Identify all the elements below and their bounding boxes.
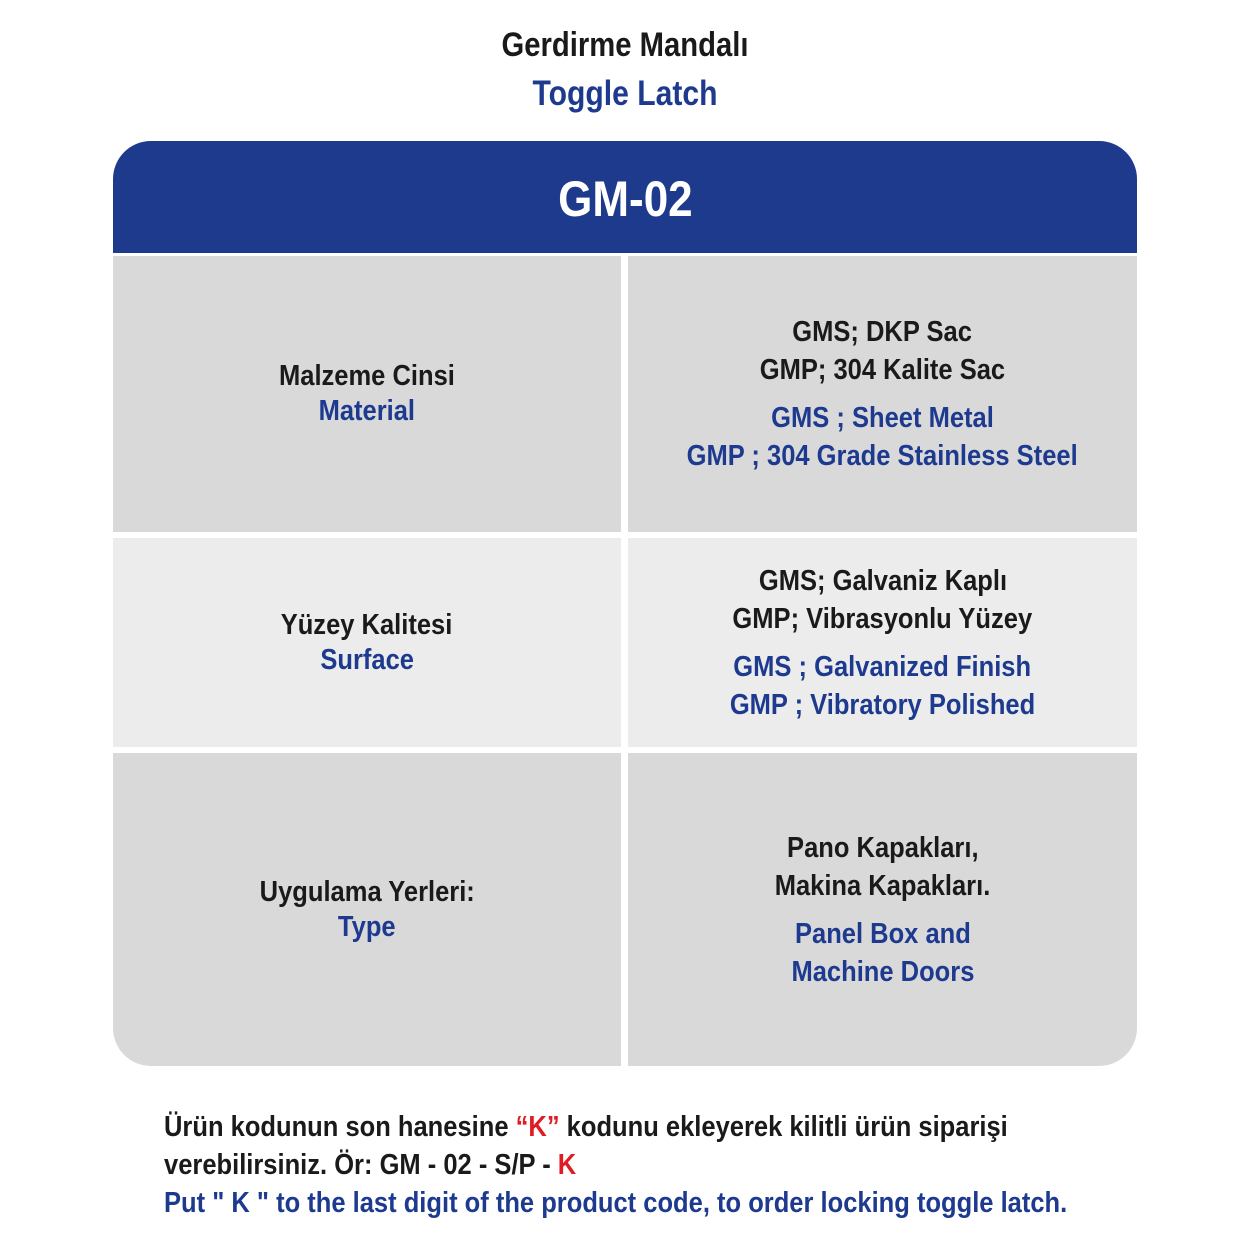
label-tr: Malzeme Cinsi bbox=[279, 360, 455, 392]
value-cell-type bbox=[628, 753, 1137, 1066]
label-en: Type bbox=[338, 910, 396, 943]
value-tr-line: GMS; Galvaniz Kaplı bbox=[758, 564, 1007, 597]
note-k-highlight: K bbox=[557, 1149, 577, 1181]
note-text: kodunu ekleyerek kilitli ürün siparişi bbox=[559, 1111, 1008, 1143]
value-cell-material bbox=[628, 256, 1137, 532]
note-line-2 bbox=[164, 1146, 1044, 1184]
title-turkish: Gerdirme Mandalı bbox=[501, 26, 749, 64]
label-en: Surface bbox=[320, 643, 414, 676]
value-en-line: GMP ; 304 Grade Stainless Steel bbox=[686, 440, 1079, 472]
value-tr-line: Pano Kapakları, bbox=[786, 831, 979, 864]
value-en-line: Machine Doors bbox=[791, 955, 974, 988]
value-tr-line: GMS; DKP Sac bbox=[792, 316, 973, 348]
value-en-line: GMP ; Vibratory Polished bbox=[729, 688, 1036, 721]
label-tr: Yüzey Kalitesi bbox=[281, 608, 453, 641]
value-tr-line: GMP; Vibrasyonlu Yüzey bbox=[732, 602, 1033, 635]
value-en-line: Panel Box and bbox=[794, 917, 971, 950]
label-tr: Uygulama Yerleri: bbox=[259, 875, 475, 908]
value-tr-line: GMP; 304 Kalite Sac bbox=[759, 354, 1006, 386]
label-cell-material bbox=[113, 256, 621, 532]
value-tr-line: Makina Kapakları. bbox=[774, 869, 991, 902]
note-line-english: Put " K " to the last digit of the product code, to order locking toggle latch. bbox=[164, 1187, 1068, 1219]
label-cell-type bbox=[113, 753, 621, 1066]
spec-table bbox=[113, 141, 1137, 1066]
value-en-line: GMS ; Galvanized Finish bbox=[733, 650, 1032, 683]
note-k-highlight: “K” bbox=[515, 1111, 560, 1143]
value-cell-surface bbox=[628, 538, 1137, 747]
table-header bbox=[113, 141, 1137, 253]
note-text: Ürün kodunun son hanesine bbox=[164, 1111, 516, 1143]
label-en: Material bbox=[318, 395, 416, 427]
title-english: Toggle Latch bbox=[532, 74, 718, 113]
note-text: verebilirsiniz. Ör: GM - 02 - S/P - bbox=[164, 1149, 558, 1181]
note-line-1 bbox=[164, 1108, 1044, 1146]
value-en-line: GMS ; Sheet Metal bbox=[771, 402, 994, 434]
label-cell-surface bbox=[113, 538, 621, 747]
product-code: GM-02 bbox=[557, 171, 693, 227]
